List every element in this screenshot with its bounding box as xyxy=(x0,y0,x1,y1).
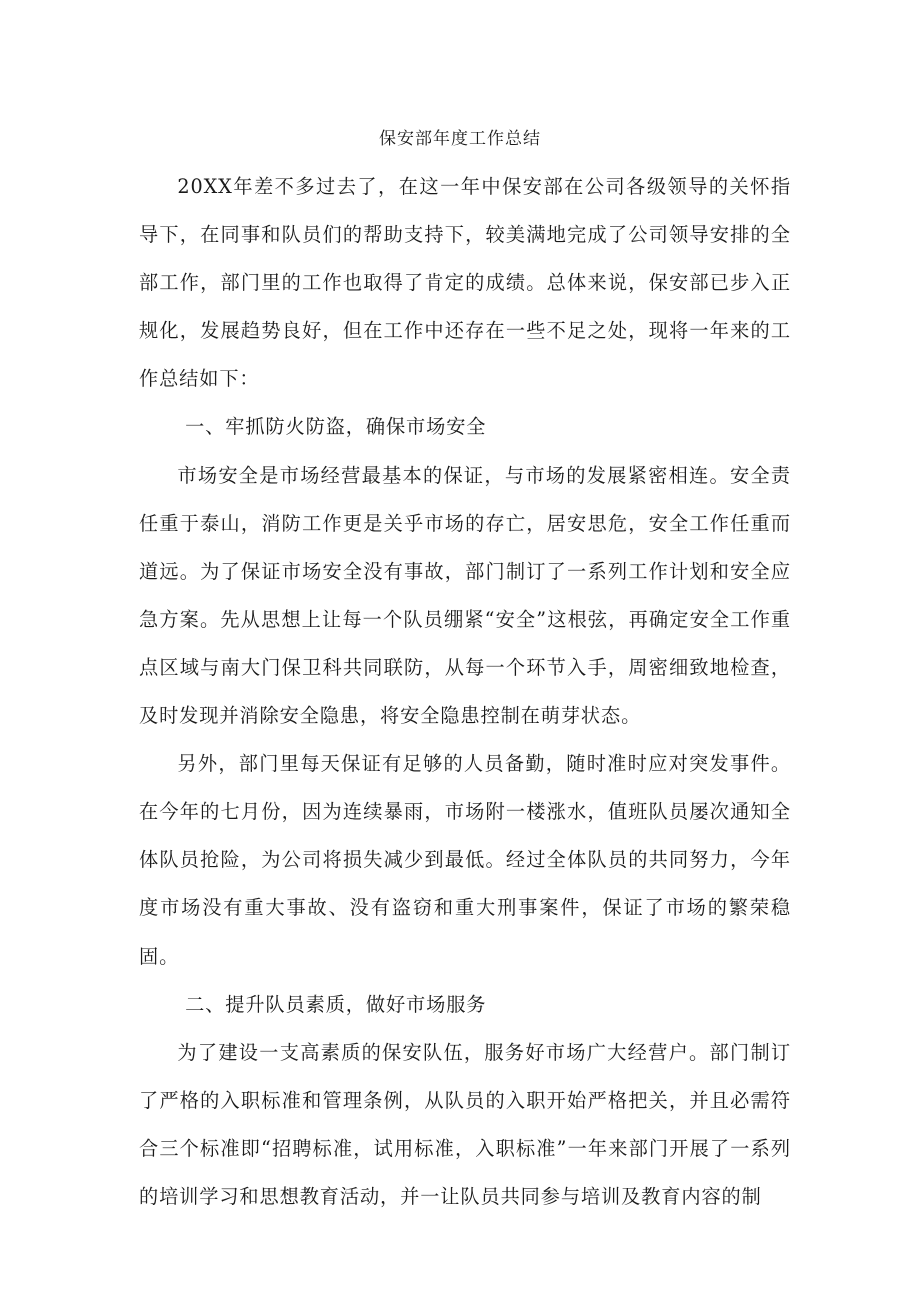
section-heading-2: 二、提升队员素质，做好市场服务 xyxy=(185,992,487,1016)
paragraph-safety: 市场安全是市场经营最基本的保证，与市场的发展紧密相连。安全责任重于泰山，消防工作更是关乎市场的存亡，居安思危，安全工作任重而道远。为了保证市场安全没有事故，部门制订了一系列工作计划和安全应急方案。先从思想上让每一个队员绷紧“安全”这根弦，再确定安全工作重点区域与南大门保卫科共同联防，从每一个环节入手，周密细致地检查，及时发现并消除安全隐患，将安全隐患控制在萌芽状态。 xyxy=(139,463,791,728)
section-heading-1: 一、牢抓防火防盗，确保市场安全 xyxy=(185,415,487,439)
document-title: 保安部年度工作总结 xyxy=(379,129,541,149)
paragraph-duty: 另外，部门里每天保证有足够的人员备勤，随时准时应对突发事件。在今年的七月份，因为连续暴雨，市场附一楼涨水，值班队员屡次通知全体队员抢险，为公司将损失减少到最低。经过全体队员的共同努力，今年度市场没有重大事故、没有盗窃和重大刑事案件，保证了市场的繁荣稳固。 xyxy=(139,752,791,968)
paragraph-intro: 20XX年差不多过去了，在这一年中保安部在公司各级领导的关怀指导下，在同事和队员们的帮助支持下，较美满地完成了公司领导安排的全部工作，部门里的工作也取得了肯定的成绩。总体来说，保安部已步入正规化，发展趋势良好，但在工作中还存在一些不足之处，现将一年来的工作总结如下： xyxy=(139,175,791,391)
document-body xyxy=(139,163,791,1221)
paragraph-training: 为了建设一支高素质的保安队伍，服务好市场广大经营户。部门制订了严格的入职标准和管理条例，从队员的入职开始严格把关，并且必需符合三个标准即“招聘标准，试用标准，入职标准”一年来部门开展了一系列的培训学习和思想教育活动，并一让队员共同参与培训及教育内容的制 xyxy=(139,1040,791,1208)
